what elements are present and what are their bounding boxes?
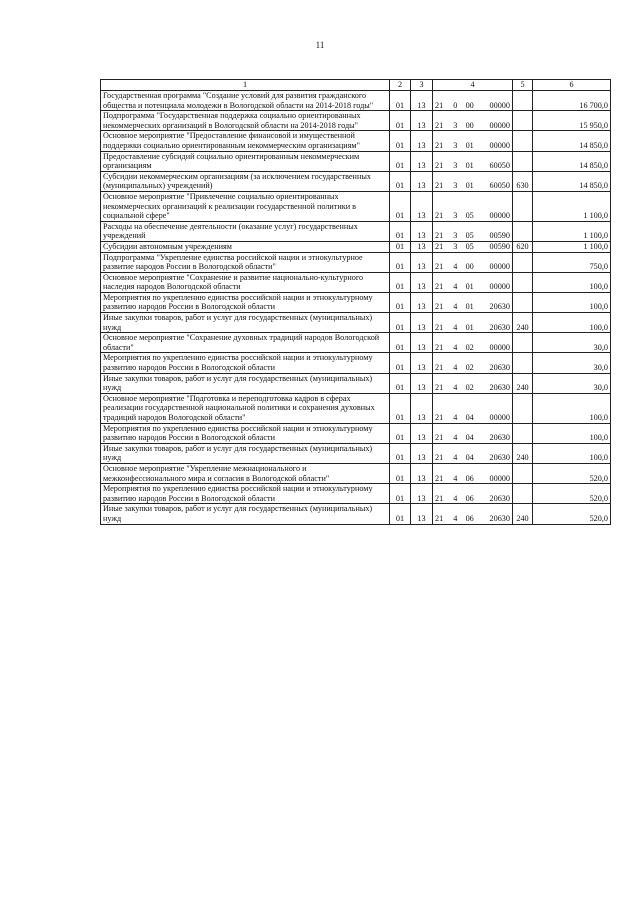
row-subsection: 13	[411, 272, 433, 292]
table-row	[101, 313, 611, 333]
row-section: 01	[390, 241, 411, 252]
code-direction: 00000	[489, 100, 510, 110]
code-subprogram: 0	[453, 100, 458, 110]
column-header-3: 3	[411, 80, 433, 91]
code-direction: 00590	[489, 241, 510, 251]
row-expense-type	[513, 484, 533, 504]
row-subsection: 13	[411, 191, 433, 221]
row-description: Основное мероприятие "Предоставление финансовой и имущественной поддержки социально ориентированным некоммерческим организациям"	[101, 131, 390, 151]
row-target-code	[433, 91, 513, 111]
code-program: 21	[435, 140, 444, 150]
code-program: 21	[435, 513, 444, 523]
row-amount: 16 700,0	[533, 91, 611, 111]
table-row	[101, 151, 611, 171]
table-row	[101, 171, 611, 191]
code-subprogram: 3	[453, 120, 458, 130]
code-event: 06	[465, 493, 474, 503]
code-direction: 60050	[489, 181, 510, 191]
code-program: 21	[435, 262, 444, 272]
row-amount: 100,0	[533, 272, 611, 292]
row-expense-type	[513, 333, 533, 353]
row-subsection: 13	[411, 393, 433, 423]
row-target-code	[433, 221, 513, 241]
code-program: 21	[435, 120, 444, 130]
row-subsection: 13	[411, 252, 433, 272]
row-description: Мероприятия по укреплению единства российской нации и этнокультурному развитию народов России в Вологодской области	[101, 423, 390, 443]
row-description: Субсидии некоммерческим организациям (за исключением государственных (муниципальных) учреждений)	[101, 171, 390, 191]
row-amount: 520,0	[533, 463, 611, 483]
table-body	[101, 91, 611, 525]
row-amount: 14 850,0	[533, 151, 611, 171]
row-section: 01	[390, 191, 411, 221]
code-program: 21	[435, 282, 444, 292]
code-program: 21	[435, 241, 444, 251]
row-amount: 520,0	[533, 484, 611, 504]
budget-table	[100, 79, 611, 525]
row-section: 01	[390, 171, 411, 191]
row-expense-type	[513, 131, 533, 151]
row-amount: 14 850,0	[533, 131, 611, 151]
column-header-6: 6	[533, 80, 611, 91]
row-section: 01	[390, 353, 411, 373]
code-subprogram: 4	[453, 473, 458, 483]
code-event: 00	[465, 262, 474, 272]
code-subprogram: 3	[453, 161, 458, 171]
row-section: 01	[390, 111, 411, 131]
row-amount: 100,0	[533, 292, 611, 312]
row-expense-type	[513, 221, 533, 241]
table-row	[101, 353, 611, 373]
row-description: Основное мероприятие "Сохранение и развитие национально-культурного наследия народов Вологодской области	[101, 272, 390, 292]
row-section: 01	[390, 373, 411, 393]
code-subprogram: 4	[453, 282, 458, 292]
row-section: 01	[390, 131, 411, 151]
row-target-code	[433, 292, 513, 312]
code-program: 21	[435, 181, 444, 191]
row-description: Мероприятия по укреплению единства российской нации и этнокультурному развитию народов России в Вологодской области	[101, 484, 390, 504]
row-expense-type	[513, 272, 533, 292]
table-row	[101, 131, 611, 151]
row-target-code	[433, 151, 513, 171]
code-event: 05	[465, 211, 474, 221]
table-row	[101, 423, 611, 443]
code-direction: 20630	[489, 433, 510, 443]
row-expense-type: 240	[513, 443, 533, 463]
row-section: 01	[390, 91, 411, 111]
row-expense-type	[513, 151, 533, 171]
row-expense-type	[513, 393, 533, 423]
row-expense-type: 240	[513, 313, 533, 333]
code-program: 21	[435, 231, 444, 241]
row-subsection: 13	[411, 221, 433, 241]
code-subprogram: 4	[453, 363, 458, 373]
row-target-code	[433, 131, 513, 151]
code-subprogram: 3	[453, 231, 458, 241]
row-section: 01	[390, 313, 411, 333]
row-target-code	[433, 111, 513, 131]
row-subsection: 13	[411, 504, 433, 524]
row-target-code	[433, 443, 513, 463]
row-subsection: 13	[411, 373, 433, 393]
code-direction: 20630	[489, 302, 510, 312]
row-description: Иные закупки товаров, работ и услуг для государственных (муниципальных) нужд	[101, 443, 390, 463]
row-description: Основное мероприятие "Укрепление межнационального и межконфессионального мира и согласия в Вологодской области"	[101, 463, 390, 483]
row-section: 01	[390, 221, 411, 241]
code-direction: 00000	[489, 473, 510, 483]
row-expense-type	[513, 91, 533, 111]
code-program: 21	[435, 302, 444, 312]
code-subprogram: 4	[453, 322, 458, 332]
code-program: 21	[435, 413, 444, 422]
row-amount: 100,0	[533, 443, 611, 463]
row-expense-type: 620	[513, 241, 533, 252]
table-row	[101, 484, 611, 504]
code-event: 06	[465, 473, 474, 483]
code-subprogram: 3	[453, 140, 458, 150]
row-expense-type	[513, 292, 533, 312]
row-subsection: 13	[411, 241, 433, 252]
row-expense-type: 240	[513, 504, 533, 524]
row-section: 01	[390, 151, 411, 171]
row-section: 01	[390, 272, 411, 292]
code-event: 01	[465, 322, 474, 332]
code-direction: 00000	[489, 120, 510, 130]
row-amount: 750,0	[533, 252, 611, 272]
row-expense-type	[513, 252, 533, 272]
code-direction: 20630	[489, 453, 510, 463]
row-section: 01	[390, 292, 411, 312]
row-amount: 1 100,0	[533, 221, 611, 241]
table-row	[101, 443, 611, 463]
code-event: 01	[465, 282, 474, 292]
row-section: 01	[390, 504, 411, 524]
table-row	[101, 221, 611, 241]
code-event: 01	[465, 302, 474, 312]
row-subsection: 13	[411, 423, 433, 443]
code-program: 21	[435, 322, 444, 332]
code-direction: 00000	[489, 342, 510, 352]
code-subprogram: 4	[453, 262, 458, 272]
row-amount: 14 850,0	[533, 171, 611, 191]
code-program: 21	[435, 161, 444, 171]
row-amount: 100,0	[533, 423, 611, 443]
row-expense-type	[513, 463, 533, 483]
code-subprogram: 4	[453, 513, 458, 523]
row-amount: 30,0	[533, 333, 611, 353]
code-program: 21	[435, 363, 444, 373]
row-description: Мероприятия по укреплению единства российской нации и этнокультурному развитию народов России в Вологодской области	[101, 353, 390, 373]
code-direction: 20630	[489, 493, 510, 503]
table-row	[101, 241, 611, 252]
code-event: 02	[465, 342, 474, 352]
row-target-code	[433, 423, 513, 443]
row-subsection: 13	[411, 151, 433, 171]
code-subprogram: 4	[453, 493, 458, 503]
row-section: 01	[390, 463, 411, 483]
row-target-code	[433, 252, 513, 272]
row-target-code	[433, 171, 513, 191]
row-amount: 1 100,0	[533, 241, 611, 252]
code-direction: 00000	[489, 282, 510, 292]
row-section: 01	[390, 443, 411, 463]
row-description: Подпрограмма "Государственная поддержка социально ориентированных некоммерческих организаций в Вологодской области на 2014-2018 годы"	[101, 111, 390, 131]
row-target-code	[433, 333, 513, 353]
row-section: 01	[390, 484, 411, 504]
code-subprogram: 4	[453, 453, 458, 463]
row-subsection: 13	[411, 292, 433, 312]
table-row	[101, 292, 611, 312]
code-direction: 20630	[489, 363, 510, 373]
code-event: 04	[465, 453, 474, 463]
table-row	[101, 272, 611, 292]
code-direction: 20630	[489, 513, 510, 523]
row-amount: 15 950,0	[533, 111, 611, 131]
row-amount: 30,0	[533, 373, 611, 393]
row-target-code	[433, 393, 513, 423]
column-header-1: 1	[101, 80, 390, 91]
row-description: Основное мероприятие "Подготовка и переподготовка кадров в сферах реализации государственной национальной политики и сохранения духовных традиций народов Вологодской области"	[101, 393, 390, 423]
code-event: 04	[465, 413, 474, 422]
code-subprogram: 4	[453, 383, 458, 393]
row-expense-type	[513, 423, 533, 443]
column-header-2: 2	[390, 80, 411, 91]
code-event: 02	[465, 363, 474, 373]
table-header-row	[101, 80, 611, 91]
row-expense-type	[513, 191, 533, 221]
row-subsection: 13	[411, 313, 433, 333]
row-target-code	[433, 484, 513, 504]
row-subsection: 13	[411, 171, 433, 191]
row-target-code	[433, 241, 513, 252]
code-subprogram: 3	[453, 181, 458, 191]
row-subsection: 13	[411, 463, 433, 483]
row-section: 01	[390, 393, 411, 423]
code-subprogram: 4	[453, 302, 458, 312]
row-expense-type: 630	[513, 171, 533, 191]
code-event: 02	[465, 383, 474, 393]
code-direction: 00000	[489, 262, 510, 272]
table-row	[101, 504, 611, 524]
code-event: 01	[465, 140, 474, 150]
row-section: 01	[390, 333, 411, 353]
row-description: Иные закупки товаров, работ и услуг для государственных (муниципальных) нужд	[101, 373, 390, 393]
code-program: 21	[435, 433, 444, 443]
row-subsection: 13	[411, 333, 433, 353]
code-direction: 60050	[489, 161, 510, 171]
row-description: Иные закупки товаров, работ и услуг для государственных (муниципальных) нужд	[101, 313, 390, 333]
row-description: Государственная программа "Создание условий для развития гражданского общества и потенциала молодежи в Вологодской области на 2014-2018 годы"	[101, 91, 390, 111]
code-program: 21	[435, 383, 444, 393]
table-row	[101, 111, 611, 131]
row-subsection: 13	[411, 353, 433, 373]
row-expense-type	[513, 111, 533, 131]
code-event: 00	[465, 100, 474, 110]
row-amount: 30,0	[533, 353, 611, 373]
column-header-5: 5	[513, 80, 533, 91]
row-target-code	[433, 313, 513, 333]
code-subprogram: 4	[453, 342, 458, 352]
row-expense-type: 240	[513, 373, 533, 393]
row-target-code	[433, 463, 513, 483]
row-subsection: 13	[411, 443, 433, 463]
code-event: 01	[465, 181, 474, 191]
code-program: 21	[435, 473, 444, 483]
code-direction: 00590	[489, 231, 510, 241]
code-program: 21	[435, 342, 444, 352]
code-direction: 00000	[489, 211, 510, 221]
row-target-code	[433, 504, 513, 524]
row-description: Основное мероприятие "Привлечение социально ориентированных некоммерческих организаций к реализации государственной политики в социальной сфере"	[101, 191, 390, 221]
row-subsection: 13	[411, 131, 433, 151]
row-target-code	[433, 191, 513, 221]
code-event: 05	[465, 241, 474, 251]
code-subprogram: 4	[453, 413, 458, 422]
row-description: Иные закупки товаров, работ и услуг для государственных (муниципальных) нужд	[101, 504, 390, 524]
code-subprogram: 4	[453, 433, 458, 443]
row-target-code	[433, 272, 513, 292]
code-direction: 00000	[489, 413, 510, 422]
table-row	[101, 393, 611, 423]
code-program: 21	[435, 100, 444, 110]
code-event: 04	[465, 433, 474, 443]
code-program: 21	[435, 211, 444, 221]
row-subsection: 13	[411, 91, 433, 111]
code-program: 21	[435, 493, 444, 503]
column-header-4: 4	[433, 80, 513, 91]
code-subprogram: 3	[453, 241, 458, 251]
row-subsection: 13	[411, 484, 433, 504]
row-description: Расходы на обеспечение деятельности (оказание услуг) государственных учреждений	[101, 221, 390, 241]
row-description: Подпрограмма "Укрепление единства российской нации и этнокультурное развитие народов России в Вологодской области"	[101, 252, 390, 272]
code-event: 00	[465, 120, 474, 130]
table-row	[101, 373, 611, 393]
row-amount: 100,0	[533, 393, 611, 423]
row-amount: 520,0	[533, 504, 611, 524]
table-row	[101, 91, 611, 111]
row-amount: 100,0	[533, 313, 611, 333]
row-subsection: 13	[411, 111, 433, 131]
code-event: 06	[465, 513, 474, 523]
table-row	[101, 252, 611, 272]
code-direction: 00000	[489, 140, 510, 150]
row-expense-type	[513, 353, 533, 373]
table-row	[101, 333, 611, 353]
table-row	[101, 463, 611, 483]
row-section: 01	[390, 423, 411, 443]
row-section: 01	[390, 252, 411, 272]
code-event: 05	[465, 231, 474, 241]
table-row	[101, 191, 611, 221]
code-event: 01	[465, 161, 474, 171]
row-description: Основное мероприятие "Сохранение духовных традиций народов Вологодской области"	[101, 333, 390, 353]
code-subprogram: 3	[453, 211, 458, 221]
row-target-code	[433, 373, 513, 393]
code-program: 21	[435, 453, 444, 463]
code-direction: 20630	[489, 383, 510, 393]
row-description: Предоставление субсидий социально ориентированным некоммерческим организациям	[101, 151, 390, 171]
row-amount: 1 100,0	[533, 191, 611, 221]
row-target-code	[433, 353, 513, 373]
page-number: 11	[315, 40, 325, 50]
row-description: Субсидии автономным учреждениям	[101, 241, 390, 252]
code-direction: 20630	[489, 322, 510, 332]
row-description: Мероприятия по укреплению единства российской нации и этнокультурному развитию народов России в Вологодской области	[101, 292, 390, 312]
